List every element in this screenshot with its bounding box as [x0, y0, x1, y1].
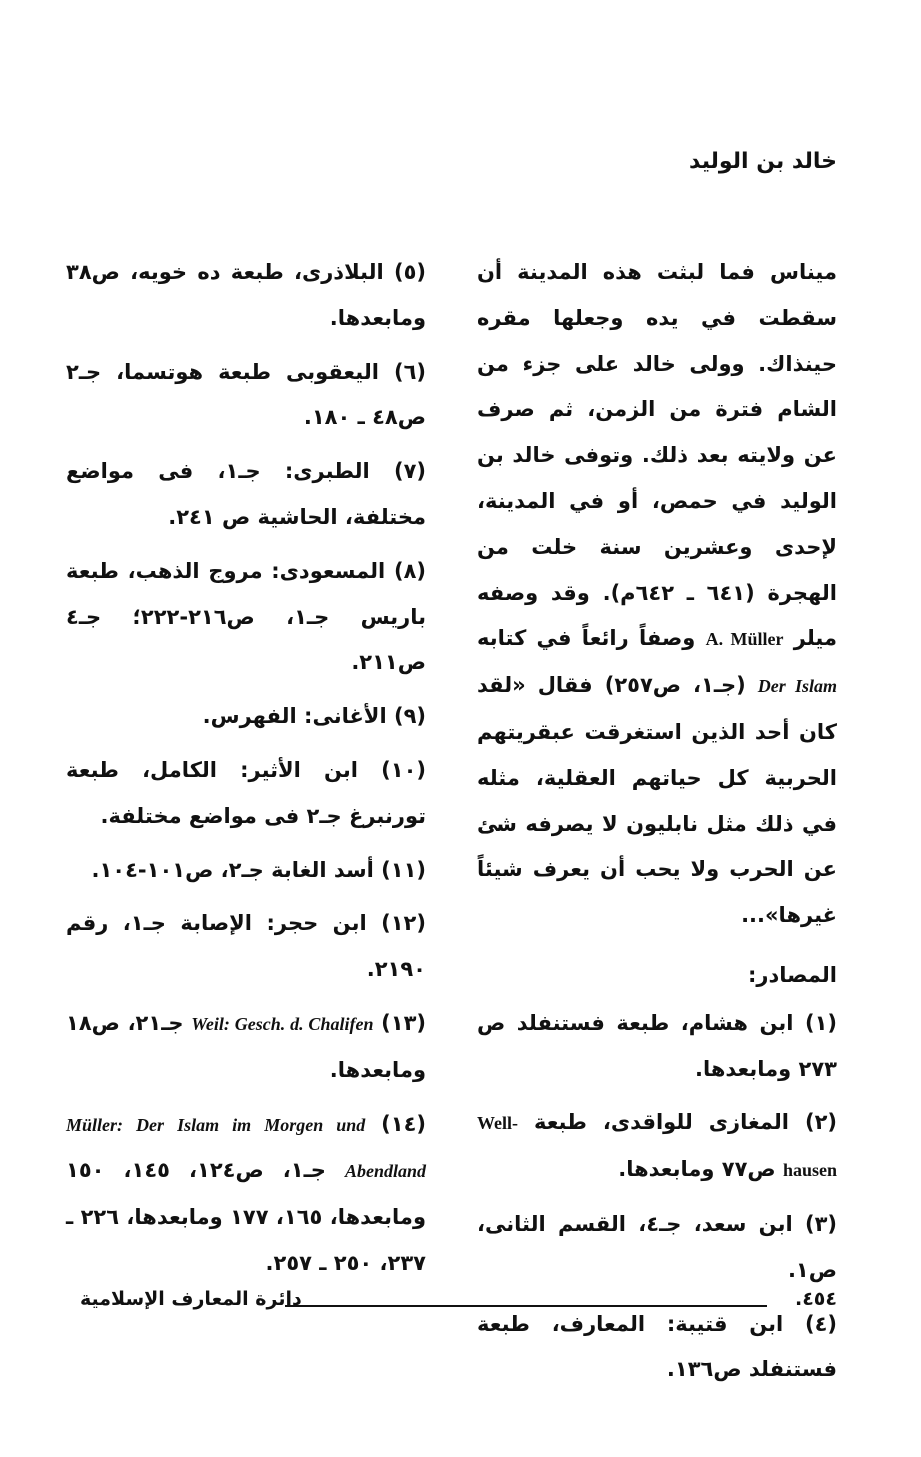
reference-item: (١٠) ابن الأثير: الكامل، طبعة تورنبرغ جـ٢ فى مواضع مختلفة. [66, 757, 426, 828]
reference-text: ص٧٧ ومابعدها. [618, 1157, 776, 1182]
reference-latin: Müller: Der Islam im Morgen und Abendland [66, 1114, 426, 1182]
reference-item: (٣) ابن سعد، جـ٤، القسم الثانى، ص١. [477, 1211, 837, 1282]
body-latin-book: Der Islam [757, 676, 838, 697]
reference-item [477, 1100, 837, 1194]
running-title: خالد بن الوليد [688, 149, 837, 174]
reference-item: (٦) اليعقوبى طبعة هوتسما، جـ٢ ص٤٨ ـ ١٨٠. [66, 359, 426, 430]
publication-title: دائرة المعارف الإسلامية [80, 1288, 302, 1310]
right-column [477, 250, 837, 1401]
left-column [66, 250, 426, 1295]
body-text-part-3: (جـ١، ص٢٥٧) فقال «لقد كان أحد الذين استغرقت عبقريتهم الحربية كل حياتهم العقلية، مثله في ذلك مثل نابليون لا يصرفه شئ عن الحرب ولا يحب أن يعرف شيئاً غيرها»... [477, 673, 837, 928]
footer-rule [285, 1305, 767, 1307]
reference-item: (٤) ابن قتيبة: المعارف، طبعة فستنفلد ص١٣٦. [477, 1311, 837, 1382]
body-latin-name: A. Müller [705, 629, 784, 650]
reference-item: (١١) أسد الغابة جـ٢، ص١٠١-١٠٤. [91, 857, 426, 882]
reference-latin: Weil: Gesch. d. Chalifen [191, 1013, 374, 1034]
reference-item [66, 1102, 426, 1287]
sources-heading: المصادر: [747, 962, 837, 987]
reference-text: جـ١، ص١٢٤، ١٤٥، ١٥٠ ومابعدها، ١٦٥، ١٧٧ ومابعدها، ٢٢٦ ـ ٢٣٧، ٢٥٠ ـ ٢٥٧. [66, 1158, 426, 1275]
page-number: ٤٥٤. [794, 1288, 837, 1310]
reference-item: (٨) المسعودى: مروج الذهب، طبعة باريس جـ١، ص٢١٦-٢٢٢؛ جـ٤ ص٢١١. [66, 558, 427, 675]
body-paragraph [477, 250, 837, 939]
reference-text: جـ٢١، ص١٨ ومابعدها. [66, 1010, 426, 1082]
body-text-part-1: ميناس فما لبثت هذه المدينة أن سقطت في يده وجعلها مقره حينذاك. وولى خالد على جزء من الشام فترة من الزمن، ثم صرف عن ولايته بعد ذلك. وتوفى خالد بن الوليد في حمص، أو في المدينة، لإحدى وعشرين سنة خلت من الهجرة (٦٤١ ـ ٦٤٢م). وقد وصفه ميلر [477, 260, 838, 651]
reference-text: (١٣) [381, 1010, 426, 1035]
reference-text: (١٤) [381, 1111, 426, 1136]
reference-item: (٩) الأغانى: الفهرس. [202, 704, 426, 729]
reference-item: (١) ابن هشام، طبعة فستنفلد ص ٢٧٣ ومابعدها. [477, 1010, 837, 1081]
reference-latin: Well- hausen [477, 1113, 837, 1181]
page-footer [80, 1288, 837, 1324]
reference-text: (٢) المغازى للواقدى، طبعة [533, 1110, 837, 1135]
reference-item: (١٢) ابن حجر: الإصابة جـ١، رقم ٢١٩٠. [66, 911, 426, 982]
reference-item: (٥) البلاذرى، طبعة ده خويه، ص٣٨ ومابعدها. [66, 260, 426, 330]
body-text-part-2: وصفاً رائعاً في كتابه [477, 626, 696, 651]
reference-item: (٧) الطبرى: جـ١، فى مواضع مختلفة، الحاشية ص ٢٤١. [66, 459, 426, 529]
reference-item [66, 1001, 426, 1094]
